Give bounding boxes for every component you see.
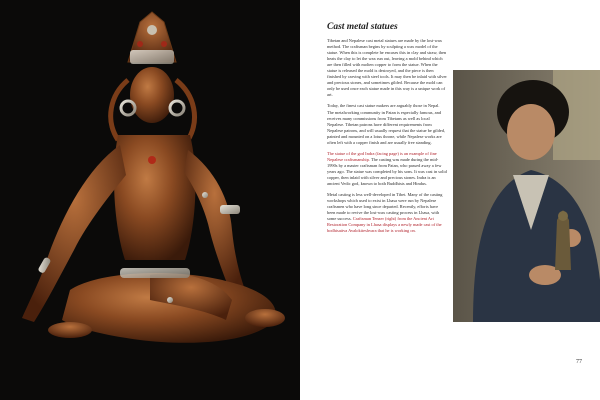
craftsman-photo xyxy=(453,70,600,322)
paragraph-text: Today, the finest cast statue makers are arguably those in Nepal. The metalworking community in Patan is especially famous, and receives many commissions from Tibetans as well as local Nepalese. Tibetan patrons have different requirements from Nepalese patrons, and will usually request that the statue be gilded, painted and mounted on a lotus throne, while Nepalese works are often left with a copper finish and are usually free standing. xyxy=(327,103,446,145)
paragraph-lost-wax xyxy=(327,38,447,98)
craftsman-illustration xyxy=(453,70,600,322)
paragraph-text: The casting was made during the mid-1990s by a master craftsman from Patan, who passed away a few years ago. The statue was completed by his sons. It was cast in solid copper, then inlaid with silver and precious stones. Indra is an ancient Vedic god, known to both Buddhists and Hindus. xyxy=(327,156,447,187)
paragraph-text: Metal casting is less well-developed in Tibet. Many of the casting workshops which used to exist in Lhasa were run by Nepalese craftsmen who have long since departed. Recently, efforts have been made to revive the lost-wax casting process in Lhasa, with some success. xyxy=(327,192,443,222)
caption-craftsman: Craftsman Tenzer (right) from the Ancient Art Restoration Company in Lhasa displays a newly made cast of the bodhisattva Avalokiteshvara that he is working on. xyxy=(327,216,442,234)
page-number: 77 xyxy=(576,359,582,365)
paragraph-indra xyxy=(327,151,447,187)
text-column xyxy=(327,22,447,239)
section-heading: Cast metal statues xyxy=(327,22,398,32)
paragraph-text: Tibetan and Nepalese cast metal statues are made by the lost-wax method. The craftsman begins by sculpting a wax model of the statue. When this is complete he encases this in clay and straw, then heats the clay to let the wax run out, leaving a mold behind which are then filled with molten copper to form the statue. When the statue is released the mold is destroyed, and the piece is then finished by carving with steel tools. It may then be inlaid with silver and precious stones, and sometimes gilded. Because the mold can only be used once each statue made in this way is a unique work of art. xyxy=(327,38,447,98)
paragraph-nepal xyxy=(327,103,447,145)
paragraph-tibet xyxy=(327,192,447,234)
caption-facing-page: The statue of the god Indra (facing page) is an example of fine Nepalese craftsmanship. xyxy=(327,150,437,162)
